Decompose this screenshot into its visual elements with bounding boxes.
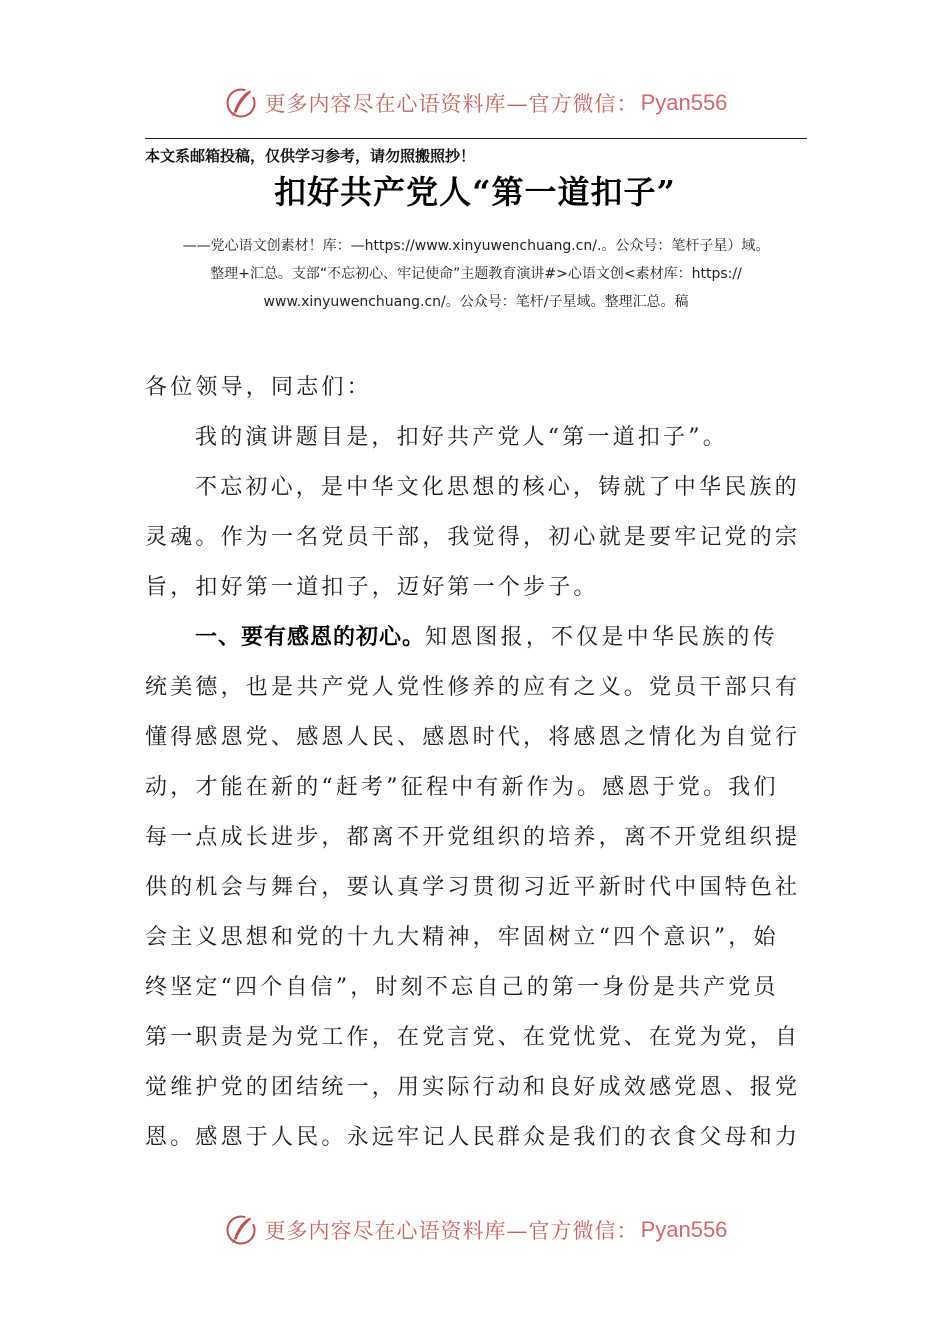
- document-title: 扣好共产党人“第一道扣子”: [274, 173, 676, 211]
- line-text: 第一职责是为党工作，在党言党、在党忧党、在党为党，自: [145, 1025, 801, 1050]
- line-text: 统美德，也是共产党人党性修养的应有之义。党员干部只有: [145, 675, 801, 700]
- line-text: 终坚定“四个自信”，时刻不忘自己的第一身份是共产党员: [145, 975, 779, 1000]
- text-line: [145, 363, 807, 413]
- text-line: [145, 663, 807, 713]
- line-text: 会主义思想和党的十九大精神，牢固树立“四个意识”，始: [145, 925, 779, 950]
- text-line: [145, 563, 807, 613]
- watermark-text: 更多内容尽在心语资料库—官方微信：: [264, 1219, 639, 1243]
- source-note: [145, 232, 807, 316]
- line-text: 每一点成长进步，都离不开党组织的培养，离不开党组织提: [145, 825, 801, 850]
- quill-logo-icon: [223, 1212, 259, 1248]
- text-line: [145, 1063, 807, 1113]
- submission-notice: 本文系邮箱投稿，仅供学习参考，请勿照搬照抄！: [145, 147, 476, 165]
- header-watermark-banner: [0, 78, 950, 128]
- watermark-wechat-id: Pyan556: [640, 90, 728, 115]
- text-line: [145, 463, 807, 513]
- text-line: [145, 613, 807, 663]
- line-text: 知恩图报，不仅是中华民族的传: [425, 625, 778, 650]
- text-line: [145, 863, 807, 913]
- line-text: 觉维护党的团结统一，用实际行动和良好成效感党恩、报党: [145, 1075, 801, 1100]
- text-line: [145, 1113, 807, 1163]
- watermark-wechat-id: Pyan556: [640, 1217, 728, 1242]
- footer-watermark-banner: [0, 1205, 950, 1255]
- text-line: [145, 963, 807, 1013]
- text-line: [145, 713, 807, 763]
- source-line: ——党心语文创素材！库：—https://www.xinyuwenchuang.cn/.。公众号：笔杆子星）域。: [182, 238, 770, 254]
- line-text: 灵魂。作为一名党员干部，我觉得，初心就是要牢记党的宗: [145, 525, 801, 550]
- line-text: 各位领导，同志们：: [145, 375, 372, 400]
- text-line: [145, 913, 807, 963]
- source-line: 整理+汇总。支部“不忘初心、牢记使命”主题教育演讲#>心语文创<素材库：https://: [210, 266, 742, 282]
- line-text: 不忘初心，是中华文化思想的核心，铸就了中华民族的: [195, 475, 800, 500]
- line-text: 旨，扣好第一道扣子，迈好第一个步子。: [145, 575, 599, 600]
- line-text: 我的演讲题目是，扣好共产党人“第一道扣子”。: [195, 425, 728, 450]
- source-line: www.xinyuwenchuang.cn/。公众号：笔杆/子星域。整理汇总。稿: [263, 294, 689, 310]
- text-line: [145, 413, 807, 463]
- text-line: [145, 513, 807, 563]
- line-text: 恩。感恩于人民。永远牢记人民群众是我们的衣食父母和力: [145, 1125, 801, 1150]
- line-text: 供的机会与舞台，要认真学习贯彻习近平新时代中国特色社: [145, 875, 801, 900]
- header-divider: [145, 138, 807, 139]
- text-line: [145, 763, 807, 813]
- quill-logo-icon: [223, 85, 259, 121]
- line-text: 动，才能在新的“赶考”征程中有新作为。感恩于党。我们: [145, 775, 779, 800]
- speech-body: [145, 363, 807, 1163]
- watermark-text: 更多内容尽在心语资料库—官方微信：: [264, 92, 639, 116]
- text-line: [145, 813, 807, 863]
- line-text: 懂得感恩党、感恩人民、感恩时代，将感恩之情化为自觉行: [145, 725, 801, 750]
- section-heading: 一、要有感恩的初心。: [195, 625, 426, 650]
- text-line: [145, 1013, 807, 1063]
